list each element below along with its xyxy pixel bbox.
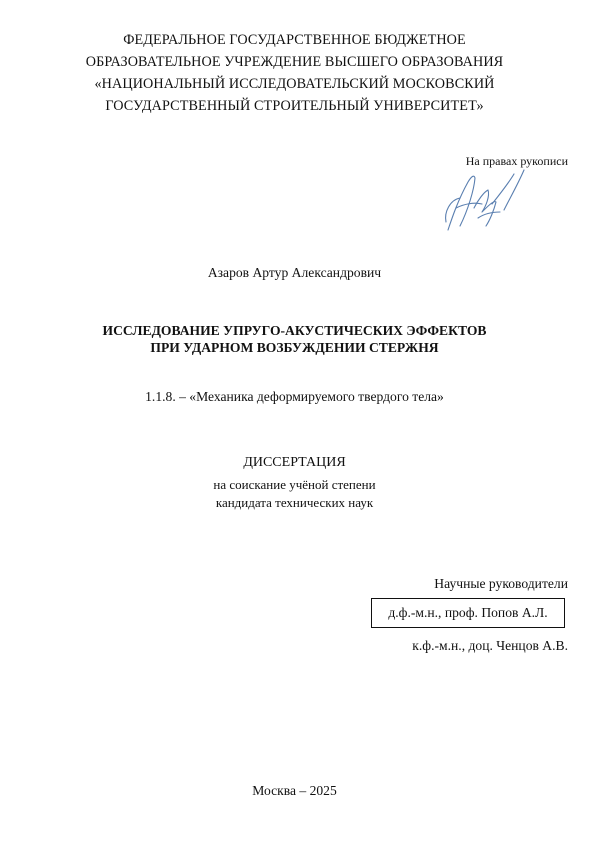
organization-line: ОБРАЗОВАТЕЛЬНОЕ УЧРЕЖДЕНИЕ ВЫСШЕГО ОБРАЗОВАНИЯ [85,54,504,70]
city-year: Москва – 2025 [252,783,337,798]
specialty-code: 1.1.8. – «Механика деформируемого твердого тела» [145,389,444,404]
organization-header [20,29,569,117]
organization-line: «НАЦИОНАЛЬНЫЙ ИССЛЕДОВАТЕЛЬСКИЙ МОСКОВСКИЙ [94,76,495,92]
degree-statement [0,476,589,512]
supervisor-secondary: к.ф.-м.н., доц. Ченцов А.В. [412,638,568,653]
supervisors-label: Научные руководители [434,576,568,591]
document-type: ДИССЕРТАЦИЯ [243,455,346,470]
degree-line: на соискание учёной степени [213,477,376,492]
organization-line: ГОСУДАРСТВЕННЫЙ СТРОИТЕЛЬНЫЙ УНИВЕРСИТЕТ» [105,98,484,114]
title-line: ПРИ УДАРНОМ ВОЗБУЖДЕНИИ СТЕРЖНЯ [150,340,439,355]
organization-line: ФЕДЕРАЛЬНОЕ ГОСУДАРСТВЕННОЕ БЮДЖЕТНОЕ [123,32,466,48]
dissertation-title [0,322,589,356]
supervisor-primary: д.ф.-м.н., проф. Попов А.Л. [371,598,565,628]
rights-note: На правах рукописи [465,154,568,168]
title-line: ИССЛЕДОВАНИЕ УПРУГО-АКУСТИЧЕСКИХ ЭФФЕКТОВ [102,323,487,338]
signature-icon [438,160,538,240]
degree-line: кандидата технических наук [215,495,374,510]
author-name: Азаров Артур Александрович [207,265,382,280]
